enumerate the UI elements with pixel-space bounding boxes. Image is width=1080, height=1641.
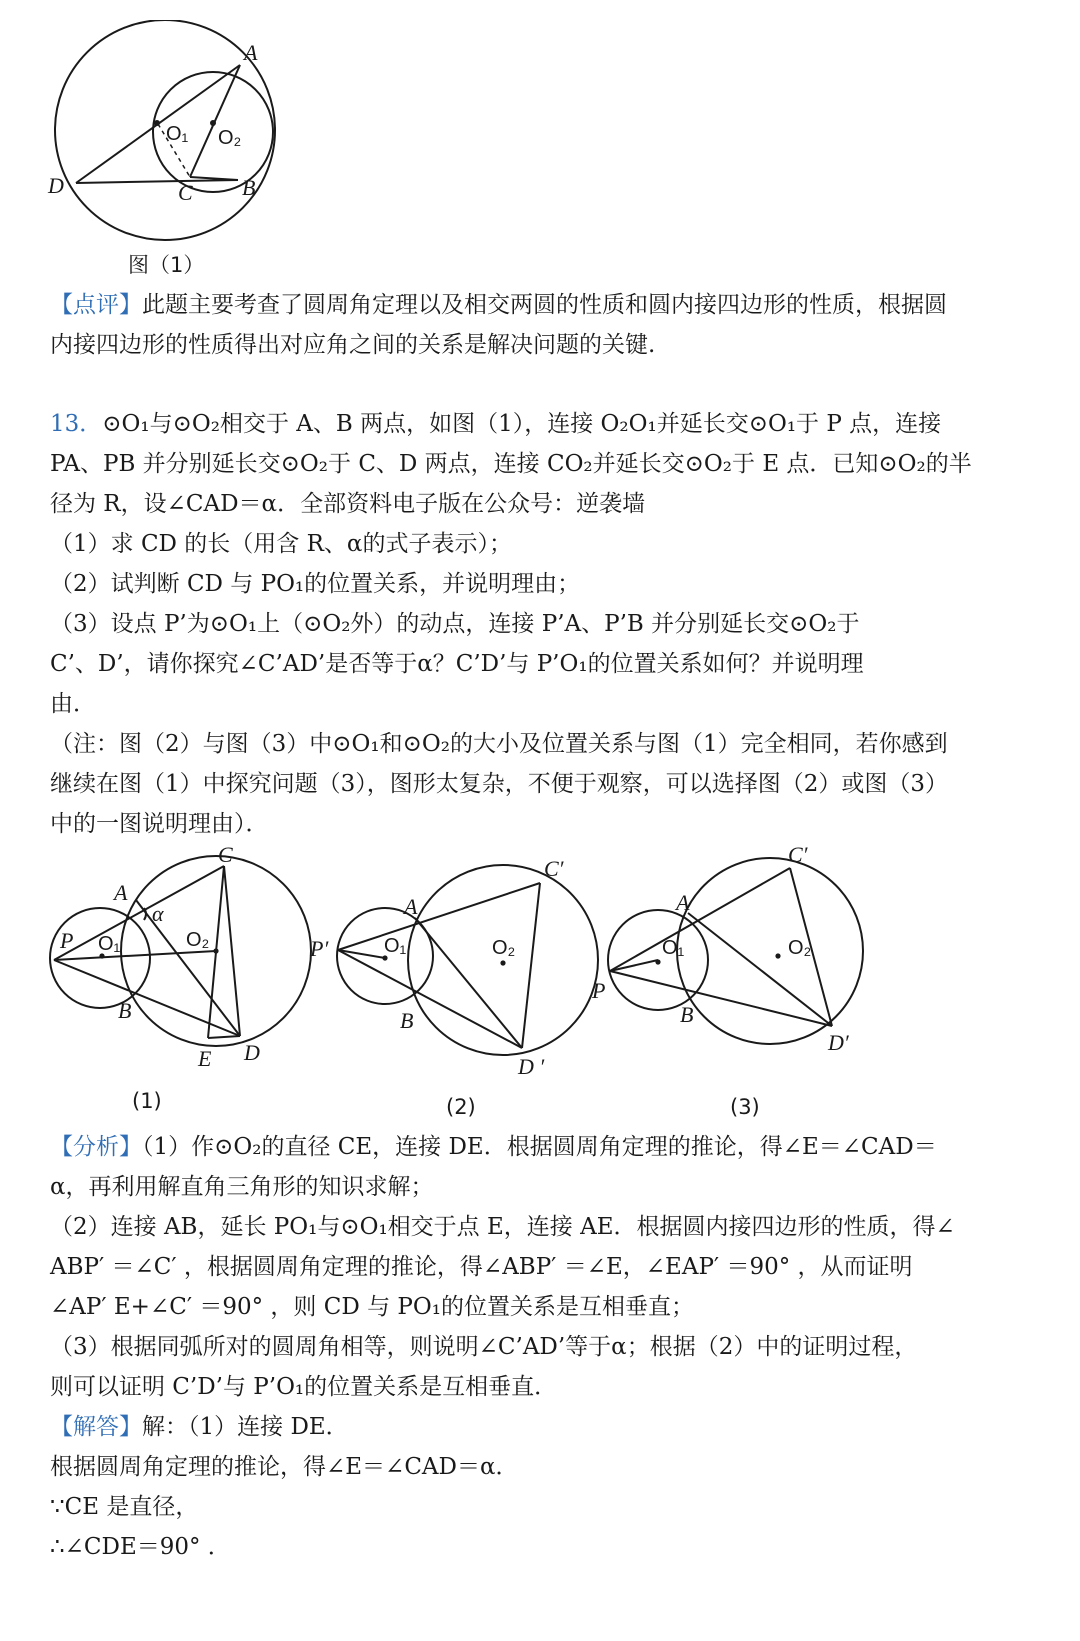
figure-top: [40, 20, 290, 285]
fig2-caption: (2): [446, 1095, 476, 1119]
analysis-block: [50, 1127, 1030, 1407]
fig1-label-O2: O₂: [186, 929, 210, 951]
figure-3: [608, 858, 863, 1044]
analysis-line-7: 则可以证明 C’D’与 P’O₁的位置关系是互相垂直．: [50, 1374, 558, 1400]
label-C: C: [178, 180, 193, 205]
solution-line-3: ∵CE 是直径，: [50, 1494, 199, 1520]
fig2-label-B: B: [400, 1008, 414, 1033]
fig2-circle-O2: [408, 865, 598, 1055]
problem-number: 13．: [50, 411, 103, 437]
label-D: D: [48, 173, 64, 198]
fig1-label-D: D: [244, 1040, 260, 1065]
analysis-line-2: α，再利用解直角三角形的知识求解；: [50, 1174, 434, 1200]
fig1-label-A: A: [114, 880, 128, 905]
fig2-label-D: D ′: [518, 1054, 545, 1079]
problem-line-3: 径为 R，设∠CAD＝α．全部资料电子版在公众号：逆袭墙: [50, 491, 646, 517]
fig1-label-C: C: [218, 842, 233, 867]
problem-line-4: （1）求 CD 的长（用含 R、α的式子表示）；: [50, 531, 512, 557]
fig1-label-O1: O₁: [98, 933, 121, 955]
comment-tag: 【点评】: [50, 292, 142, 318]
fig1-caption: (1): [132, 1089, 162, 1113]
problem-line-1: 13．⊙O₁与⊙O₂相交于 A、B 两点，如图（1），连接 O₂O₁并延长交⊙O₁于 P 点，连接: [50, 411, 942, 437]
problem-line-6: （3）设点 P’为⊙O₁上（⊙O₂外）的动点，连接 P’A、P’B 并分别延长交⊙O₂于: [50, 611, 860, 637]
solution-line-1: 【解答】解：（1）连接 DE．: [50, 1414, 349, 1440]
figure-2: [337, 865, 598, 1055]
analysis-tag: 【分析】: [50, 1134, 142, 1160]
solution-tag: 【解答】: [50, 1414, 142, 1440]
fig1-label-P: P: [60, 928, 74, 953]
fig2-label-O2: O₂: [492, 937, 516, 959]
figure-caption: 图（1）: [128, 253, 205, 277]
problem-line-10: 继续在图（1）中探究问题（3），图形太复杂，不便于观察，可以选择图（2）或图（3）: [50, 771, 949, 797]
fig3-label-B: B: [680, 1002, 694, 1027]
label-O2: O₂: [218, 127, 242, 149]
analysis-line-1: 【分析】（1）作⊙O₂的直径 CE，连接 DE．根据圆周角定理的推论，得∠E＝∠CAD＝: [50, 1134, 937, 1160]
fig3-label-D: D′: [828, 1030, 849, 1055]
fig3-label-O2: O₂: [788, 937, 812, 959]
comment-line-2: 内接四边形的性质得出对应角之间的关系是解决问题的关键.: [50, 332, 656, 358]
big-circle: [55, 20, 275, 240]
problem-line-5: （2）试判断 CD 与 PO₁的位置关系，并说明理由；: [50, 571, 581, 597]
problem-line-11: 中的一图说明理由）．: [50, 811, 269, 837]
comment-block: [50, 285, 1030, 365]
comment-line-1: 【点评】此题主要考查了圆周角定理以及相交两圆的性质和圆内接四边形的性质，根据圆: [50, 292, 947, 318]
analysis-line-5: ∠AP′ E+∠C′ ＝90° ，则 CD 与 PO₁的位置关系是互相垂直；: [50, 1294, 694, 1320]
fig2-label-O1: O₁: [384, 935, 407, 957]
fig3-label-A: A: [676, 890, 690, 915]
fig1-label-alpha: α: [152, 901, 164, 926]
problem-line-8: 由．: [50, 691, 96, 717]
analysis-line-4: ABP′ ＝∠C′ ，根据圆周角定理的推论，得∠ABP′ ＝∠E，∠EAP′ ＝90° ，从而证明: [50, 1254, 913, 1280]
problem-line-2: PA、PB 并分别延长交⊙O₂于 C、D 两点，连接 CO₂并延长交⊙O₂于 E 点．已知⊙O₂的半: [50, 451, 972, 477]
fig2-label-A: A: [404, 894, 418, 919]
solution-line-2: 根据圆周角定理的推论，得∠E＝∠CAD＝α．: [50, 1454, 519, 1480]
problem-line-7: C’、D’，请你探究∠C’AD’是否等于α？C’D’与 P’O₁的位置关系如何？并说明理: [50, 651, 864, 677]
analysis-line-6: （3）根据同弧所对的圆周角相等，则说明∠C’AD’等于α；根据（2）中的证明过程，: [50, 1334, 918, 1360]
fig1-label-E: E: [198, 1046, 212, 1071]
solution-block: [50, 1407, 1030, 1567]
solution-line-4: ∴∠CDE＝90° ．: [50, 1534, 231, 1560]
label-O1: O₁: [166, 123, 189, 145]
figure-1: [50, 856, 311, 1046]
fig3-circle-O2: [677, 858, 863, 1044]
fig3-label-O1: O₁: [662, 937, 685, 959]
fig2-label-C: C′: [544, 856, 564, 881]
fig3-caption: (3): [730, 1095, 760, 1119]
analysis-line-3: （2）连接 AB，延长 PO₁与⊙O₁相交于点 E，连接 AE．根据圆内接四边形的性质，得∠: [50, 1214, 955, 1240]
problem-line-9: （注：图（2）与图（3）中⊙O₁和⊙O₂的大小及位置关系与图（1）完全相同，若你感到: [50, 731, 948, 757]
problem-block: [50, 404, 1030, 844]
fig3-label-C: C′: [788, 842, 808, 867]
label-B: B: [242, 175, 256, 200]
line-DB: [76, 180, 238, 183]
fig2-label-P: P′: [310, 936, 329, 961]
figure-row: [40, 838, 1040, 1128]
fig3-label-P: P: [592, 978, 606, 1003]
label-A: A: [244, 40, 258, 65]
fig1-label-B: B: [118, 998, 132, 1023]
